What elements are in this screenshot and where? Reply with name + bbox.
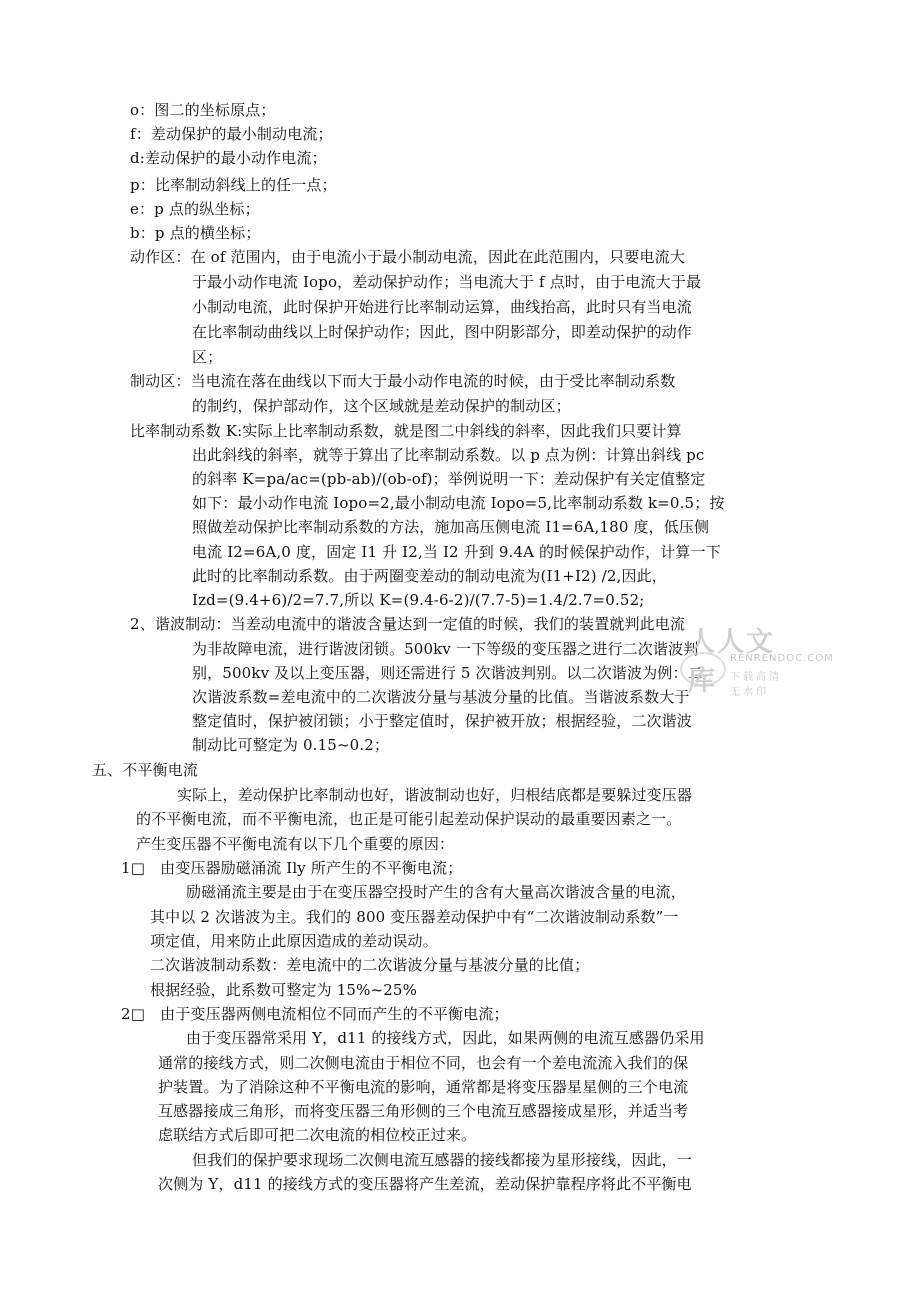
text-line: d:差动保护的最小动作电流； [130, 149, 327, 167]
watermark-title: 人人文库 [688, 627, 775, 697]
text-line: 1□ 由变压器励磁涌流 Ily 所产生的不平衡电流； [121, 859, 463, 877]
text-line: 次侧为 Y，d11 的接线方式的变压器将产生差流，差动保护靠程序将此不平衡电 [158, 1175, 692, 1193]
text-line: 在比率制动曲线以上时保护动作；因此，图中阴影部分，即差动保护的动作 [192, 323, 692, 341]
text-line: 的制约，保护部动作，这个区域就是差动保护的制动区； [192, 397, 571, 415]
text-line: 区； [192, 348, 223, 366]
watermark-logo [680, 620, 834, 700]
watermark-url: RENRENDOC.COM [730, 653, 834, 664]
text-line: p：比率制动斜线上的任一点； [130, 176, 337, 194]
text-line: 小制动电流，此时保护开始进行比率制动运算，曲线抬高，此时只有当电流 [192, 298, 692, 316]
text-line: 如下：最小动作电流 Iopo=2,最小制动电流 Iopo=5,比率制动系数 k=0.5；按 [192, 494, 725, 512]
text-line: 的不平衡电流，而不平衡电流，也正是可能引起差动保护误动的最重要因素之一。 [136, 810, 682, 828]
text-line: 电流 I2=6A,0 度，固定 I1 升 I2,当 I2 升到 9.4A 的时候保护动作，计算一下 [192, 543, 721, 561]
text-line: 此时的比率制动系数。由于两圈变差动的制动电流为(I1+I2) /2,因此， [192, 567, 667, 585]
text-line: 照做差动保护比率制动系数的方法，施加高压侧电流 I1=6A,180 度，低压侧 [192, 518, 710, 536]
text-line: 产生变压器不平衡电流有以下几个重要的原因： [136, 835, 455, 853]
text-line: 虑联结方式后即可把二次电流的相位校正过来。 [158, 1126, 477, 1144]
text-line: 互感器接成三角形，而将变压器三角形侧的三个电流互感器接成星形，并适当考 [158, 1102, 689, 1120]
text-line: 别，500kv 及以上变压器，则还需进行 5 次谐波判别。以二次谐波为例：二 [192, 664, 703, 682]
text-line: f：差动保护的最小制动电流； [130, 125, 333, 143]
text-line: 制动比可整定为 0.15~0.2； [192, 736, 390, 754]
text-line: 护装置。为了消除这种不平衡电流的影响，通常都是将变压器星星侧的三个电流 [158, 1078, 689, 1096]
text-line: 整定值时，保护被闭锁；小于整定值时，保护被开放；根据经验，二次谐波 [192, 712, 692, 730]
text-line: o：图二的坐标原点； [130, 101, 276, 119]
text-line: 二次谐波制动系数：差电流中的二次谐波分量与基波分量的比值； [150, 956, 590, 974]
text-line: 制动区：当电流在落在曲线以下而大于最小动作电流的时候，由于受比率制动系数 [130, 372, 676, 390]
text-line: 其中以 2 次谐波为主。我们的 800 变压器差动保护中有“二次谐波制动系数”一 [150, 908, 679, 926]
text-line: Izd=(9.4+6)/2=7.7,所以 K=(9.4-6-2)/(7.7-5)=1.4/2.7=0.52; [192, 591, 645, 609]
text-line: 于最小动作电流 Iopo，差动保护动作；当电流大于 f 点时，由于电流大于最 [192, 273, 702, 291]
text-line: 2□ 由于变压器两侧电流相位不同而产生的不平衡电流； [121, 1005, 509, 1023]
text-line: 为非故障电流，进行谐波闭锁。500kv 一下等级的变压器之进行二次谐波判 [192, 640, 699, 658]
text-line: 2、谐波制动：当差动电流中的谐波含量达到一定值的时候，我们的装置就判此电流 [130, 615, 686, 633]
text-line: 次谐波系数=差电流中的二次谐波分量与基波分量的比值。当谐波系数大于 [192, 688, 690, 706]
text-line: 通常的接线方式，则二次侧电流由于相位不同，也会有一个差电流流入我们的保 [158, 1054, 689, 1072]
text-line: 项定值，用来防止此原因造成的差动误动。 [150, 932, 438, 950]
text-line: 根据经验，此系数可整定为 15%~25% [150, 981, 418, 999]
text-line: 比率制动系数 K:实际上比率制动系数，就是图二中斜线的斜率，因此我们只要计算 [130, 422, 682, 440]
text-line: 的斜率 K=pa/ac=(pb-ab)/(ob-of)；举例说明一下：差动保护有关定值整定 [192, 470, 706, 488]
watermark-slogan: 下载高清无水印 [730, 672, 782, 698]
text-line: 但我们的保护要求现场二次侧电流互感器的接线都接为星形接线，因此，一 [192, 1151, 692, 1169]
text-line: b：p 点的横坐标； [130, 224, 261, 242]
text-line: 实际上，差动保护比率制动也好，谐波制动也好，归根结底都是要躲过变压器 [177, 786, 693, 804]
text-line: 励磁涌流主要是由于在变压器空投时产生的含有大量高次谐波含量的电流， [186, 883, 686, 901]
section-heading: 五、不平衡电流 [92, 761, 199, 779]
text-line: 出此斜线的斜率，就等于算出了比率制动系数。以 p 点为例：计算出斜线 pc [192, 446, 705, 464]
text-line: 由于变压器常采用 Y，d11 的接线方式，因此，如果两侧的电流互感器仍采用 [186, 1029, 705, 1047]
text-line: 动作区：在 of 范围内，由于电流小于最小制动电流，因此在此范围内，只要电流大 [130, 248, 685, 266]
text-line: e：p 点的纵坐标； [130, 200, 260, 218]
